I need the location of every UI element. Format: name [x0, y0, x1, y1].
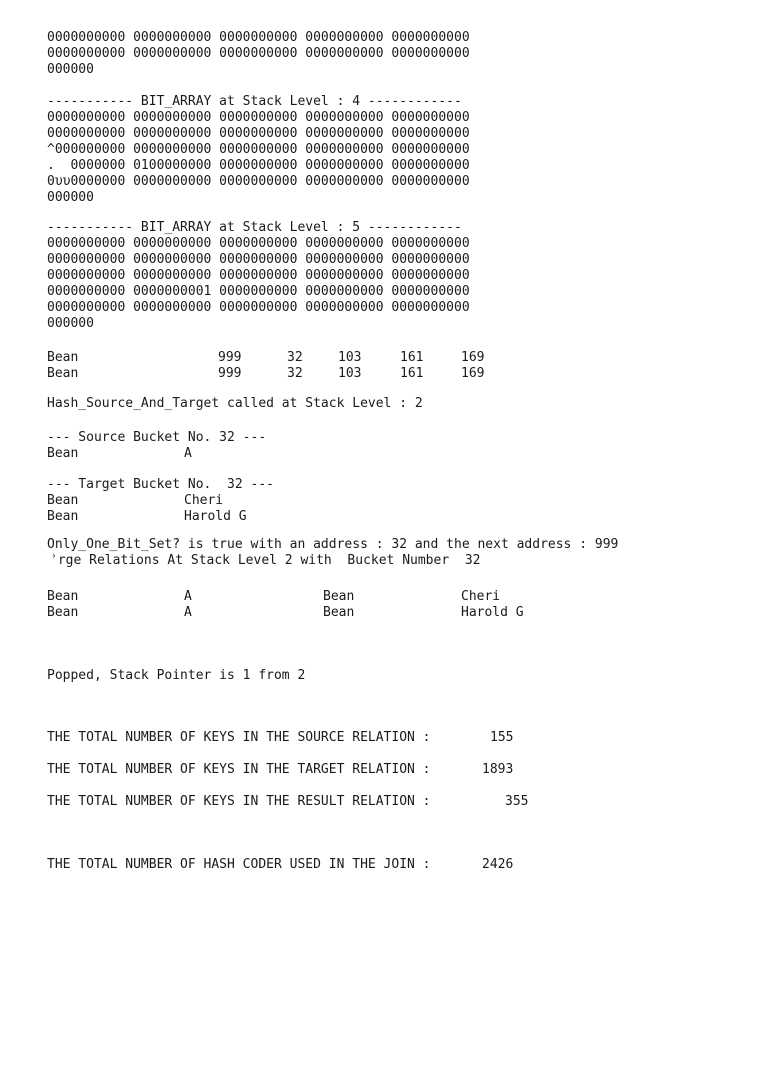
merge-target-key: Bean — [323, 589, 355, 604]
target-bucket-row — [47, 509, 347, 525]
bucket-key: Bean — [47, 493, 79, 508]
merge-target-key: Bean — [323, 605, 355, 620]
bit-row: 0000000000 0000000000 0000000000 0000000000 0000000000 — [47, 300, 470, 315]
bit-row: 0000000000 0000000000 0000000000 0000000000 0000000000 — [47, 252, 470, 267]
bit-row: 000000 — [47, 190, 94, 205]
merge-target-value: Harold G — [461, 605, 524, 620]
bean-row — [47, 366, 567, 382]
bean-value: 32 — [287, 366, 303, 381]
merge-source-value: A — [184, 589, 192, 604]
total-label: THE TOTAL NUMBER OF KEYS IN THE TARGET RELATION : — [47, 762, 431, 777]
only-one-bit-line: Only_One_Bit_Set? is true with an address : 32 and the next address : 999 — [47, 537, 619, 552]
total-hash-coder — [47, 857, 547, 873]
bean-value: 161 — [400, 350, 424, 365]
bean-value: 999 — [218, 350, 242, 365]
bit-row: 0000000000 0000000000 0000000000 0000000000 0000000000 — [47, 126, 470, 141]
bit-array-header: ----------- BIT_ARRAY at Stack Level : 5 ------------ — [47, 220, 462, 235]
target-bucket-row — [47, 493, 347, 509]
total-label: THE TOTAL NUMBER OF KEYS IN THE SOURCE RELATION : — [47, 730, 431, 745]
bit-row: 0000000000 0000000000 0000000000 0000000000 0000000000 — [47, 236, 470, 251]
bit-row: 000000 — [47, 62, 94, 77]
bean-name: Bean — [47, 350, 79, 365]
bit-row: 0000000000 0000000000 0000000000 0000000000 0000000000 — [47, 30, 470, 45]
merge-target-value: Cheri — [461, 589, 501, 604]
bean-value: 161 — [400, 366, 424, 381]
merge-relations-line: ʾrge Relations At Stack Level 2 with Bucket Number 32 — [50, 553, 481, 568]
bit-array-header: ----------- BIT_ARRAY at Stack Level : 4 ------------ — [47, 94, 462, 109]
bit-array-tail-block — [47, 30, 470, 78]
bit-row: 0υυ0000000 0000000000 0000000000 0000000000 0000000000 — [47, 174, 470, 189]
total-label: THE TOTAL NUMBER OF KEYS IN THE RESULT RELATION : — [47, 794, 431, 809]
bean-value: 169 — [461, 350, 485, 365]
bit-array-level-5 — [47, 220, 470, 332]
bean-value: 169 — [461, 366, 485, 381]
hash-call-line: Hash_Source_And_Target called at Stack Level : 2 — [47, 396, 423, 411]
bean-row — [47, 350, 567, 366]
source-bucket-header: --- Source Bucket No. 32 --- — [47, 430, 267, 445]
total-value: 355 — [505, 794, 529, 809]
merge-row — [47, 589, 567, 605]
merge-source-key: Bean — [47, 589, 79, 604]
merge-source-value: A — [184, 605, 192, 620]
merge-row — [47, 605, 567, 621]
bean-value: 32 — [287, 350, 303, 365]
total-target-keys — [47, 762, 547, 778]
total-value: 1893 — [482, 762, 514, 777]
source-bucket-row — [47, 446, 347, 462]
bucket-value: Cheri — [184, 493, 224, 508]
bean-value: 103 — [338, 366, 362, 381]
total-result-keys — [47, 794, 547, 810]
bit-row: . 0000000 0100000000 0000000000 0000000000 0000000000 — [47, 158, 470, 173]
target-bucket-header: --- Target Bucket No. 32 --- — [47, 477, 274, 492]
bit-row: 0000000000 0000000000 0000000000 0000000000 0000000000 — [47, 110, 470, 125]
popped-line: Popped, Stack Pointer is 1 from 2 — [47, 668, 306, 683]
total-source-keys — [47, 730, 547, 746]
bit-row: 0000000000 0000000000 0000000000 0000000000 0000000000 — [47, 268, 470, 283]
merge-source-key: Bean — [47, 605, 79, 620]
bit-row: 0000000000 0000000001 0000000000 0000000000 0000000000 — [47, 284, 470, 299]
total-value: 2426 — [482, 857, 514, 872]
bucket-value: Harold G — [184, 509, 247, 524]
bean-value: 999 — [218, 366, 242, 381]
bucket-value: A — [184, 446, 192, 461]
bit-row: ^000000000 0000000000 0000000000 0000000000 0000000000 — [47, 142, 470, 157]
bit-row: 000000 — [47, 316, 94, 331]
bean-name: Bean — [47, 366, 79, 381]
bit-row: 0000000000 0000000000 0000000000 0000000000 0000000000 — [47, 46, 470, 61]
bucket-key: Bean — [47, 509, 79, 524]
bucket-key: Bean — [47, 446, 79, 461]
bean-value: 103 — [338, 350, 362, 365]
bit-array-level-4 — [47, 94, 470, 206]
total-value: 155 — [490, 730, 514, 745]
total-label: THE TOTAL NUMBER OF HASH CODER USED IN THE JOIN : — [47, 857, 431, 872]
